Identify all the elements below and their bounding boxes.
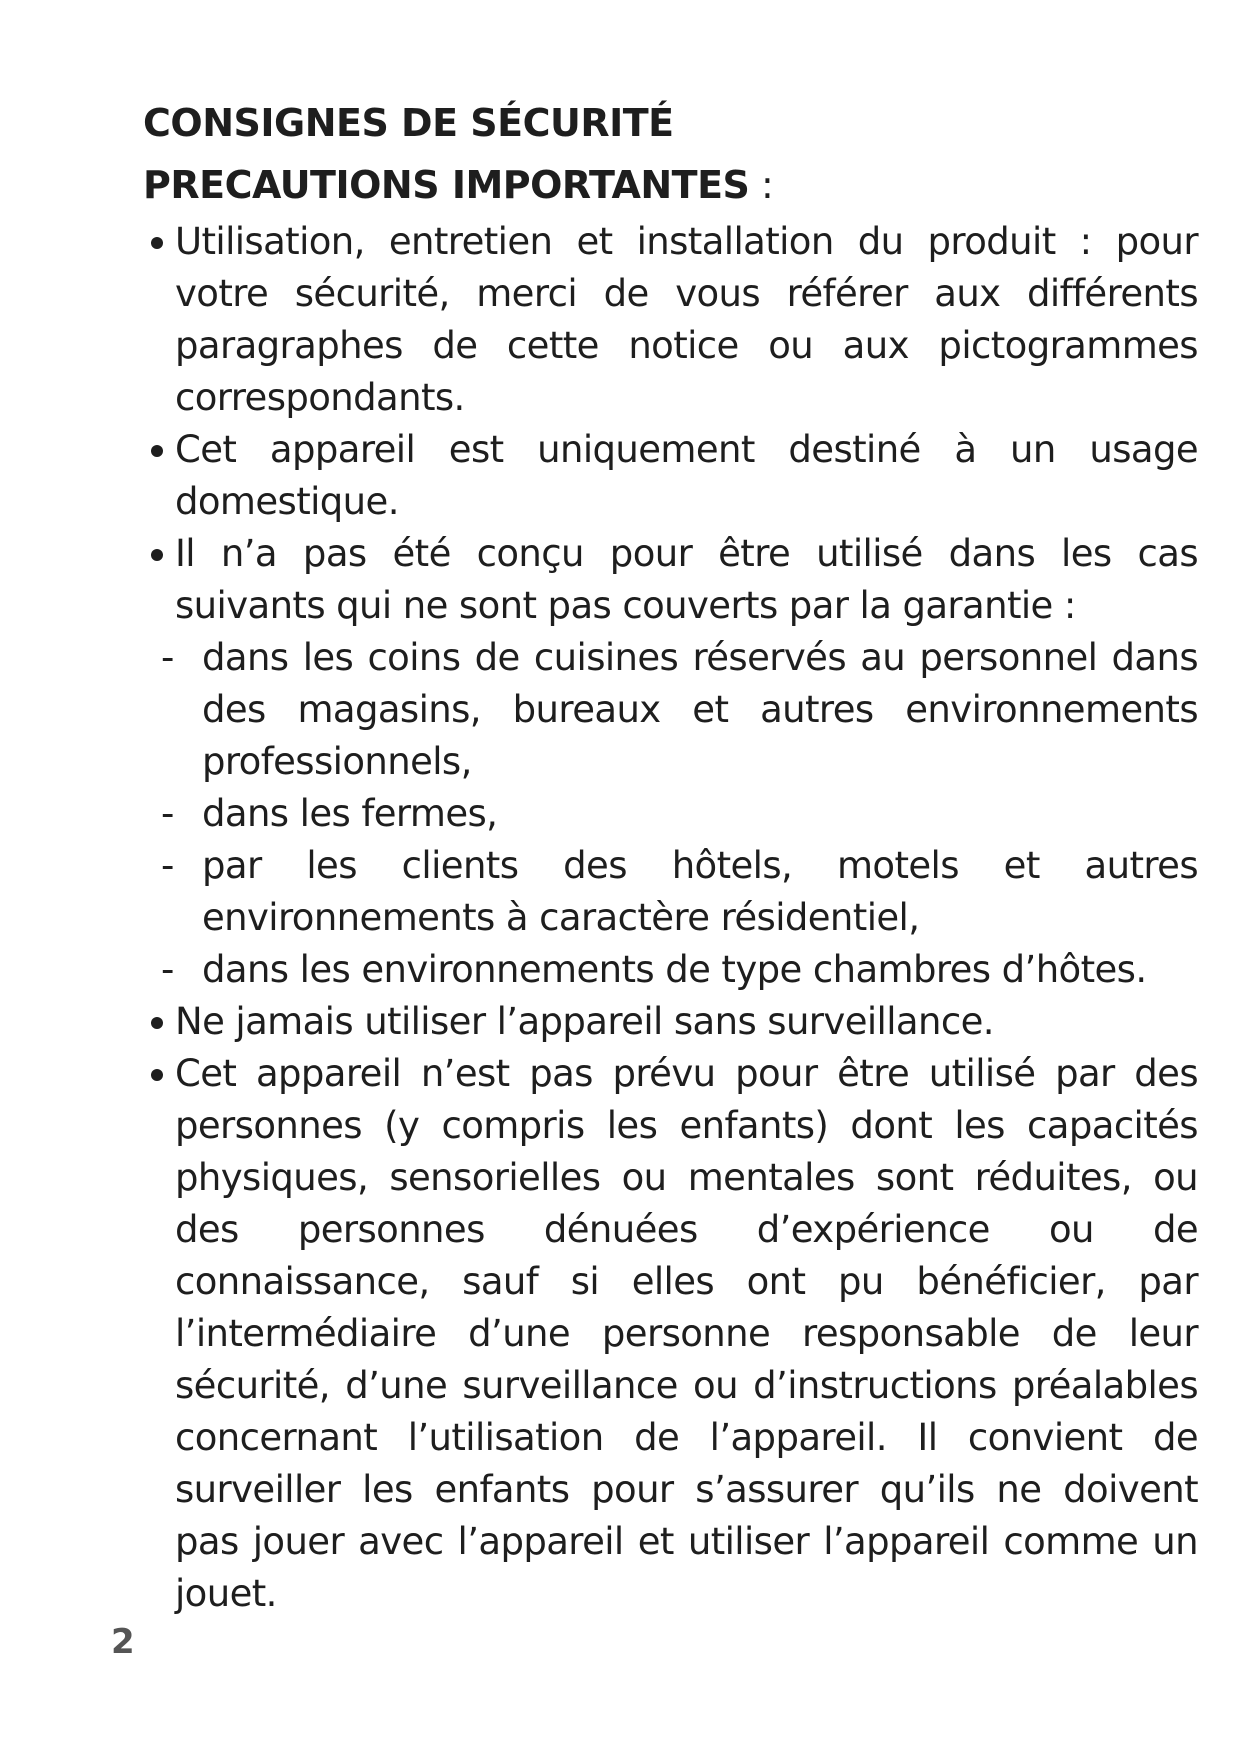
bullet-icon xyxy=(151,237,163,249)
list-item xyxy=(143,996,1198,1048)
sublist-item xyxy=(159,632,1198,788)
safety-list xyxy=(143,216,1198,1620)
heading-line-2-suffix: : xyxy=(749,163,774,207)
list-item xyxy=(143,216,1198,424)
page-content xyxy=(143,92,1198,1620)
sublist-item-text: dans les coins de cuisines réservés au personnel dans des magasins, bureaux et autres environnements professionnels, xyxy=(202,636,1198,783)
bullet-icon xyxy=(151,549,163,561)
page-number: 2 xyxy=(111,1622,135,1662)
heading-line-2 xyxy=(143,154,1198,216)
exclusion-sublist xyxy=(159,632,1198,996)
list-item xyxy=(143,528,1198,996)
section-heading xyxy=(143,92,1198,216)
sublist-item-text: dans les environnements de type chambres d’hôtes. xyxy=(202,948,1147,991)
list-item xyxy=(143,1048,1198,1620)
list-item-text: Il n’a pas été conçu pour être utilisé dans les cas suivants qui ne sont pas couverts par la garantie : xyxy=(175,532,1198,627)
sublist-item xyxy=(159,840,1198,944)
dash-marker: - xyxy=(161,792,174,835)
sublist-item-text: par les clients des hôtels, motels et autres environnements à caractère résidentiel, xyxy=(202,844,1198,939)
heading-line-1: CONSIGNES DE SÉCURITÉ xyxy=(143,101,674,145)
bullet-icon xyxy=(151,1069,163,1081)
heading-line-2-text: PRECAUTIONS IMPORTANTES xyxy=(143,163,750,207)
dash-marker: - xyxy=(161,948,174,991)
list-item-text: Cet appareil est uniquement destiné à un usage domestique. xyxy=(175,428,1198,523)
list-item-text: Ne jamais utiliser l’appareil sans surveillance. xyxy=(175,1000,994,1043)
sublist-item xyxy=(159,788,1198,840)
bullet-icon xyxy=(151,445,163,457)
dash-marker: - xyxy=(161,844,174,887)
list-item-text: Cet appareil n’est pas prévu pour être utilisé par des personnes (y compris les enfants) dont les capacités physiques, sensorielles ou mentales sont réduites, ou des personnes dénuées d’expérience ou de connaissance, sauf si elles ont pu bénéficier, par l’intermédiaire d’une personne responsable de leur sécurité, d’une surveillance ou d’instructions préalables concernant l’utilisation de l’appareil. Il convient de surveiller les enfants pour s’assurer qu’ils ne doivent pas jouer avec l’appareil et utiliser l’appareil comme un jouet. xyxy=(175,1052,1198,1615)
sublist-item xyxy=(159,944,1198,996)
bullet-icon xyxy=(151,1017,163,1029)
dash-marker: - xyxy=(161,636,174,679)
sublist-item-text: dans les fermes, xyxy=(202,792,498,835)
list-item-text: Utilisation, entretien et installation du produit : pour votre sécurité, merci de vous référer aux différents paragraphes de cette notice ou aux pictogrammes correspondants. xyxy=(175,220,1198,419)
list-item xyxy=(143,424,1198,528)
